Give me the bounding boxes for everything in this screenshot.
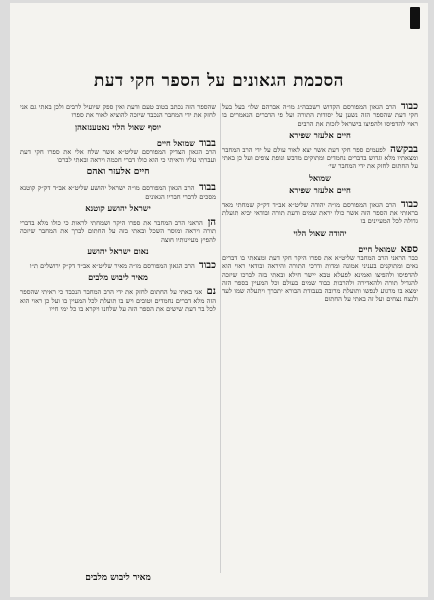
block-text: אני באתי על החתום לחזק את ידי הרב המחבר הנכבד כי ראיתי שהספר הזה מלא דברים נחמדים וטובים ויש בו תועלת לכל המעיין בו ועל כן ראוי הוא לכל בר דעת שישים את הספר הזה על שלחנו ויקרא בו כל ימי חייו xyxy=(20,288,216,313)
signature: חיים אלעזר שפירא xyxy=(289,129,351,140)
approbation-block xyxy=(20,103,216,132)
block-text: הרב הגאון הצדיק המפורסם שליט״א אשר שלח אלי את ספרו חקי דעת ועברתי עליו וראיתי כי הוא כולו דברי חכמה ויראה ובאתי לברכו xyxy=(20,147,216,165)
block-lead: בבקשה xyxy=(390,143,418,155)
block-text: הרב הגאון המפורסם מו״ה יהודה שליט״א אב״ד דק״ק שמחתי מאד בראותי את הספר הזה אשר כולו יראת שמים ודעת תורה ובודאי יביא תועלת גדולה לכל המעיינים בו xyxy=(222,200,418,226)
approbation-block xyxy=(20,259,216,283)
block-lead: כבוד xyxy=(400,198,418,210)
block-text: לפעמים ספר חקי דעת אשר יצא לאור עולם על ידי הרב המחבר ומצאתיו מלא וגדוש בדברים נחמדים ומתוקים מדבש ונופת צופים ועל כן באתי על החתום לחזק את ידי המחבר שי׳ xyxy=(222,145,418,171)
block-lead: בבוד xyxy=(198,182,216,194)
block-text: שהספר הזה נכתב בטוב טעם ודעת ואין ספק שיועיל לרבים ולכן באתי גם אני לחזק את ידי המחבר הנכבד שיזכה להוציא לאור את ספרו xyxy=(20,103,216,120)
signature: נאום ישראל יהושע xyxy=(87,245,149,256)
signature: יוסף שאול הלוי נאטענזאהן xyxy=(75,121,161,132)
block-text: הרב הגאון המפורסם מו״ה מאיר שליט״א אב״ד דק״ק ירושלים ת״ו xyxy=(29,261,195,270)
document-page xyxy=(10,3,428,597)
block-lead: הן xyxy=(207,217,216,229)
right-column xyxy=(222,103,418,588)
approbation-block xyxy=(222,244,418,304)
footer-signature: מאיר ליבוש מלבים xyxy=(85,573,151,583)
signature: חיים אלעזר שפירא xyxy=(289,184,351,195)
approbation-block xyxy=(222,103,418,140)
block-lead: ספא xyxy=(400,243,418,255)
signature: מאיר ליבוש מלבים xyxy=(88,272,148,283)
page-title: הסכמת הגאונים על הספר חקי דעת xyxy=(94,71,344,91)
signature: ישראל יהושע קוטנא xyxy=(85,203,151,214)
approbation-block xyxy=(20,184,216,213)
block-heading: שמואל חיים xyxy=(358,243,397,254)
approbation-block xyxy=(20,288,216,313)
signature: יהודה שאול הלוי xyxy=(293,227,347,238)
block-text: הראני הרב המחבר את ספרו היקר ושמחתי לראות כי כולו מלא בדברי תורה ויראה ומוסר השכל ובאתי בזה על החתום לברך את המחבר שיזכה להפיץ מעיינותיו חוצה xyxy=(20,219,216,244)
left-column xyxy=(20,103,216,573)
block-lead: כבוד xyxy=(198,259,216,271)
column-divider xyxy=(220,103,221,573)
block-text: כבר הראני הרב המחבר שליט״א את ספרו היקר חקי דעת ומצאתי בו דברים נאים ומתוקנים בעניני אמונה ומדות ודרכי התורה והיראה ובודאי ראוי הוא להדפיסו ולהפיצו ואמינא לפעלא טבא יישר חילא ובאתי בזה לברכו שיזכה להגדיל תורה ולהאדירה ולהרבות כבוד שמים בעולם וכל המעיין בספר הזה ימצא בו מרגוע לנפשו ותועלת מרובה בעבודת הבורא יתברך ויתעלה שמו לעד ולנצח נצחים ועל זה באתי על החתום xyxy=(222,253,418,304)
block-text: הרב הגאון המפורסם מו״ה ישראל יהושע שליט״א אב״ד דק״ק קוטנא מסכים לדברי חבריו הגאונים xyxy=(20,184,216,201)
block-lead: בבוד xyxy=(198,137,216,149)
approbation-block xyxy=(20,138,216,179)
approbation-block xyxy=(222,198,418,238)
block-text: הרב הגאון המפורסם הקדוש רשכבה״ג מו״ה אברהם שלו׳ בעל בעל חקי דעת שהספר הזה נשען על יסודות התורה ועל פי הדברים הנאמרים בו ראוי להדפיסו ולהפיצו בישראל לזכות את הרבים xyxy=(222,103,418,128)
signature: חיים אלעזר ואהם xyxy=(86,167,150,178)
block-heading: שמואל חיים xyxy=(156,137,195,148)
approbation-block xyxy=(222,143,418,195)
approbation-block xyxy=(20,219,216,256)
corner-mark xyxy=(410,7,420,29)
signature: שמואל xyxy=(309,172,331,183)
block-lead: נם xyxy=(206,286,216,298)
block-lead: כבוד xyxy=(400,103,418,112)
